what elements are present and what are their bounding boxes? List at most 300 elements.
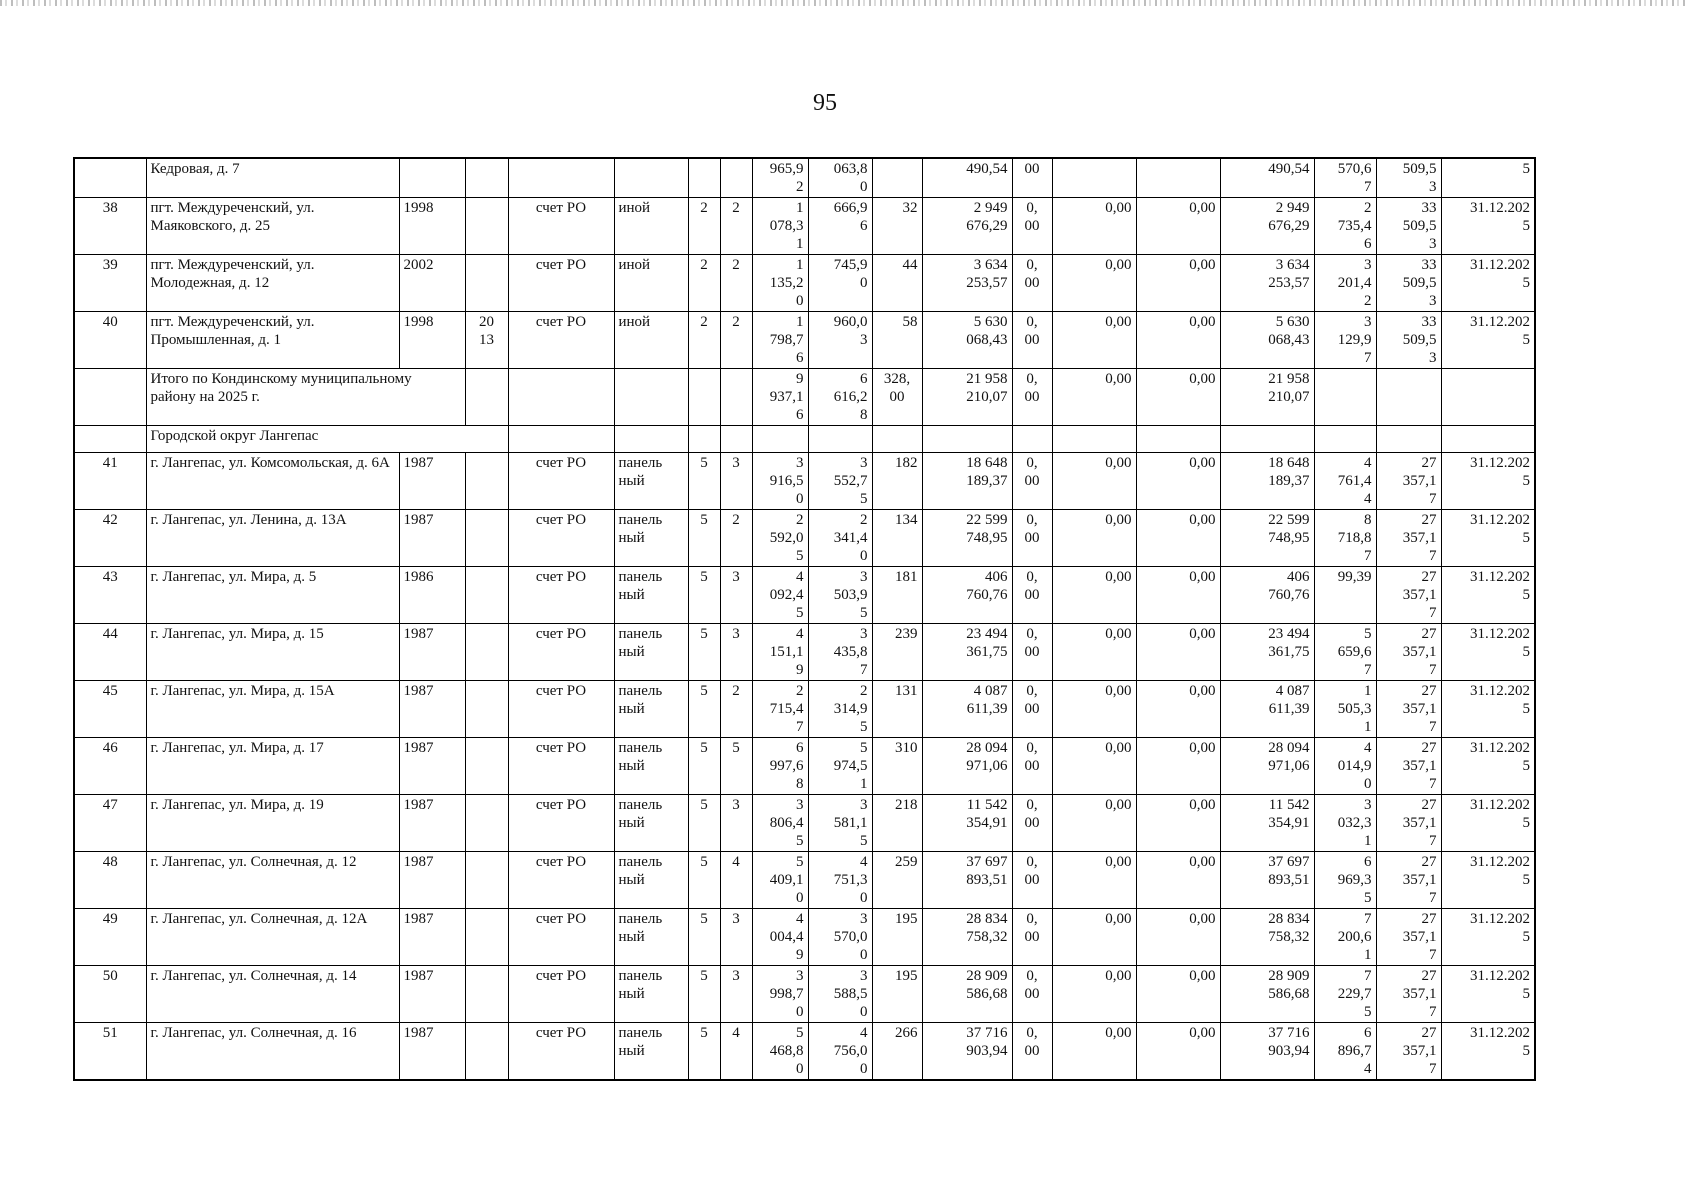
cell-fund-method: счет РО [508,681,614,738]
cell-cost-per-sqm: 4 761,4 4 [1314,453,1376,510]
table-row [74,567,1535,624]
cell-limit-per-sqm: 33 509,5 3 [1376,312,1441,369]
total-row [74,369,1535,426]
cell-floors: 2 [688,198,720,255]
cell-cost-owners: 28 834 758,32 [1220,909,1314,966]
cell-row-number: 41 [74,453,146,510]
cell-overhaul-year [465,255,508,312]
cell-deadline: 31.12.202 5 [1441,852,1535,909]
cell-cost-owners: 28 909 586,68 [1220,966,1314,1023]
cell-entrances: 3 [720,624,752,681]
cell-overhaul-year [465,795,508,852]
cell-build-year: 1987 [399,795,465,852]
cell-overhaul-year [465,852,508,909]
cell-cost-region: 0,00 [1052,312,1136,369]
cell-cost-budget: 0, 00 [1012,567,1052,624]
scan-edge [0,0,1686,6]
cell-entrances: 4 [720,852,752,909]
cell-row-number: 45 [74,681,146,738]
cell-address: пгт. Междуреченский, ул. Промышленная, д. 1 [146,312,399,369]
cell-address: г. Лангепас, ул. Мира, д. 15 [146,624,399,681]
cell-cost-region: 0,00 [1052,795,1136,852]
cell-overhaul-year [465,681,508,738]
cell-empty [614,369,688,426]
cell-deadline: 31.12.202 5 [1441,624,1535,681]
cell-empty [688,426,720,453]
cell-cost-per-sqm: 2 735,4 6 [1314,198,1376,255]
cell-entrances: 3 [720,567,752,624]
cell-total-area: 1 798,7 6 [752,312,808,369]
cell-overhaul-year [465,198,508,255]
cell-wall-material: иной [614,255,688,312]
cell-cost-per-sqm: 3 201,4 2 [1314,255,1376,312]
cell-overhaul-year [465,624,508,681]
cell-empty [720,426,752,453]
cell-entrances: 2 [720,255,752,312]
total-cost-owners: 21 958 210,07 [1220,369,1314,426]
cell-total-area: 5 409,1 0 [752,852,808,909]
cell-cost-local: 0,00 [1136,255,1220,312]
cell-wall-material: панель ный [614,453,688,510]
cell-empty [74,426,146,453]
cell-empty [1220,426,1314,453]
housing-register-table [73,157,1536,1081]
section-row [74,426,1535,453]
cell-floors: 5 [688,738,720,795]
cell-living-area: 745,9 0 [808,255,872,312]
cell-cost-region: 0,00 [1052,453,1136,510]
section-label: Городской округ Лангепас [146,426,508,453]
cell-row-number: 40 [74,312,146,369]
cell-floors: 5 [688,681,720,738]
cell-floors: 2 [688,312,720,369]
cell-limit-per-sqm: 27 357,1 7 [1376,966,1441,1023]
cell-overhaul-year [465,909,508,966]
cell-residents: 310 [872,738,922,795]
cell-total-cost: 22 599 748,95 [922,510,1012,567]
cell-living-area: 3 503,9 5 [808,567,872,624]
total-cost-local: 0,00 [1136,369,1220,426]
cell-entrances: 3 [720,966,752,1023]
cell-row-number: 39 [74,255,146,312]
cell-wall-material: панель ный [614,1023,688,1081]
cell-address: Кедровая, д. 7 [146,158,399,198]
cell-address: г. Лангепас, ул. Мира, д. 15А [146,681,399,738]
cell-cost-owners: 490,54 [1220,158,1314,198]
cell-address: г. Лангепас, ул. Мира, д. 19 [146,795,399,852]
cell-address: пгт. Междуреченский, ул. Молодежная, д. 12 [146,255,399,312]
cell-total-cost: 11 542 354,91 [922,795,1012,852]
cell-total-cost: 37 716 903,94 [922,1023,1012,1081]
total-label: Итого по Кондинскому муниципальному району на 2025 г. [146,369,465,426]
cell-overhaul-year [465,738,508,795]
cell-address: г. Лангепас, ул. Мира, д. 5 [146,567,399,624]
cell-row-number: 51 [74,1023,146,1081]
cell-address: г. Лангепас, ул. Комсомольская, д. 6А [146,453,399,510]
cell-total-cost: 3 634 253,57 [922,255,1012,312]
cell-entrances: 2 [720,312,752,369]
cell-deadline: 31.12.202 5 [1441,909,1535,966]
cell-cost-per-sqm: 8 718,8 7 [1314,510,1376,567]
cell-cost-local: 0,00 [1136,738,1220,795]
cell-residents: 182 [872,453,922,510]
cell-living-area: 4 751,3 0 [808,852,872,909]
cell-total-cost: 4 087 611,39 [922,681,1012,738]
cell-empty [752,426,808,453]
cell-empty [508,369,614,426]
cell-wall-material: панель ный [614,510,688,567]
cell-overhaul-year [465,510,508,567]
cell-empty [1136,426,1220,453]
cell-cost-local: 0,00 [1136,453,1220,510]
cell-living-area: 3 581,1 5 [808,795,872,852]
cell-wall-material: панель ный [614,966,688,1023]
cell-total-area: 965,9 2 [752,158,808,198]
cell-fund-method: счет РО [508,567,614,624]
cell-residents: 32 [872,198,922,255]
cell-empty [872,426,922,453]
cell-row-number: 42 [74,510,146,567]
cell-limit-per-sqm: 33 509,5 3 [1376,255,1441,312]
cell-fund-method: счет РО [508,255,614,312]
cell-fund-method: счет РО [508,510,614,567]
cell-wall-material: панель ный [614,909,688,966]
cell-row-number: 38 [74,198,146,255]
cell-overhaul-year [465,567,508,624]
cell-cost-local: 0,00 [1136,567,1220,624]
cell-build-year: 1986 [399,567,465,624]
total-cost-region: 0,00 [1052,369,1136,426]
cell-cost-owners: 4 087 611,39 [1220,681,1314,738]
cell-cost-per-sqm: 4 014,9 0 [1314,738,1376,795]
cell-cost-region: 0,00 [1052,1023,1136,1081]
cell-address: г. Лангепас, ул. Ленина, д. 13А [146,510,399,567]
cell-cost-local: 0,00 [1136,909,1220,966]
total-total-cost: 21 958 210,07 [922,369,1012,426]
cell-address: г. Лангепас, ул. Солнечная, д. 16 [146,1023,399,1081]
cell-address: г. Лангепас, ул. Солнечная, д. 14 [146,966,399,1023]
cell-total-cost: 490,54 [922,158,1012,198]
cell-address: г. Лангепас, ул. Солнечная, д. 12 [146,852,399,909]
cell-total-cost: 28 834 758,32 [922,909,1012,966]
total-living-area: 6 616,2 8 [808,369,872,426]
cell-empty [922,426,1012,453]
cell-fund-method: счет РО [508,738,614,795]
table-row [74,966,1535,1023]
cell-cost-local: 0,00 [1136,312,1220,369]
cell-living-area: 3 552,7 5 [808,453,872,510]
cell-limit-per-sqm: 27 357,1 7 [1376,795,1441,852]
cell-cost-per-sqm: 7 229,7 5 [1314,966,1376,1023]
table-row [74,1023,1535,1081]
cell-fund-method: счет РО [508,312,614,369]
cell-fund-method: счет РО [508,453,614,510]
cell-limit-per-sqm: 27 357,1 7 [1376,510,1441,567]
total-limit-per-sqm [1376,369,1441,426]
cell-cost-local: 0,00 [1136,1023,1220,1081]
cell-living-area: 3 588,5 0 [808,966,872,1023]
cell-deadline: 31.12.202 5 [1441,1023,1535,1081]
cell-empty [688,369,720,426]
cell-address: г. Лангепас, ул. Мира, д. 17 [146,738,399,795]
cell-total-area: 1 135,2 0 [752,255,808,312]
cell-limit-per-sqm: 27 357,1 7 [1376,738,1441,795]
cell-cost-budget: 0, 00 [1012,453,1052,510]
cell-empty [1012,426,1052,453]
cell-limit-per-sqm: 27 357,1 7 [1376,681,1441,738]
cell-row-number: 44 [74,624,146,681]
cell-cost-region: 0,00 [1052,567,1136,624]
cell-cost-region: 0,00 [1052,681,1136,738]
cell-cost-local: 0,00 [1136,510,1220,567]
cell-empty [1376,426,1441,453]
table-row [74,738,1535,795]
total-deadline [1441,369,1535,426]
cell-floors: 5 [688,567,720,624]
cell-overhaul-year [465,1023,508,1081]
cell-entrances: 5 [720,738,752,795]
cell-floors: 2 [688,255,720,312]
cell-entrances: 3 [720,795,752,852]
cell-row-number: 46 [74,738,146,795]
cell-total-area: 4 151,1 9 [752,624,808,681]
cell-residents: 259 [872,852,922,909]
cell-build-year: 1987 [399,624,465,681]
cell-cost-budget: 0, 00 [1012,255,1052,312]
cell-wall-material: панель ный [614,852,688,909]
cell-cost-per-sqm: 570,6 7 [1314,158,1376,198]
cell-total-area: 3 998,7 0 [752,966,808,1023]
table-row [74,795,1535,852]
total-cost-budget: 0, 00 [1012,369,1052,426]
cell-total-cost: 28 094 971,06 [922,738,1012,795]
cell-cost-per-sqm: 6 896,7 4 [1314,1023,1376,1081]
cell-floors [688,158,720,198]
page-number: 95 [813,90,837,116]
total-residents: 328, 00 [872,369,922,426]
cell-deadline: 31.12.202 5 [1441,453,1535,510]
cell-living-area: 5 974,5 1 [808,738,872,795]
table-row [74,909,1535,966]
cell-cost-owners: 2 949 676,29 [1220,198,1314,255]
cell-empty [1441,426,1535,453]
cell-living-area: 4 756,0 0 [808,1023,872,1081]
cell-build-year: 1987 [399,453,465,510]
cell-floors: 5 [688,510,720,567]
cell-total-area: 6 997,6 8 [752,738,808,795]
cell-living-area: 2 314,9 5 [808,681,872,738]
cell-floors: 5 [688,852,720,909]
cell-cost-local: 0,00 [1136,795,1220,852]
table-row [74,624,1535,681]
cell-cost-region: 0,00 [1052,624,1136,681]
cell-entrances: 4 [720,1023,752,1081]
cell-cost-region: 0,00 [1052,198,1136,255]
cell-empty [1052,426,1136,453]
cell-limit-per-sqm: 33 509,5 3 [1376,198,1441,255]
cell-deadline: 31.12.202 5 [1441,510,1535,567]
total-cost-per-sqm [1314,369,1376,426]
cell-cost-owners: 37 697 893,51 [1220,852,1314,909]
cell-empty [508,426,614,453]
cell-total-area: 3 806,4 5 [752,795,808,852]
cell-living-area: 960,0 3 [808,312,872,369]
cell-cost-owners: 28 094 971,06 [1220,738,1314,795]
cell-build-year: 1998 [399,198,465,255]
cell-residents: 58 [872,312,922,369]
cell-deadline: 31.12.202 5 [1441,255,1535,312]
table-row [74,453,1535,510]
cell-wall-material: панель ный [614,681,688,738]
cell-cost-budget: 0, 00 [1012,1023,1052,1081]
cell-total-area: 2 715,4 7 [752,681,808,738]
cell-fund-method: счет РО [508,795,614,852]
cell-floors: 5 [688,624,720,681]
cell-deadline: 31.12.202 5 [1441,567,1535,624]
table-row [74,158,1535,198]
cell-build-year [399,158,465,198]
cell-cost-budget: 0, 00 [1012,738,1052,795]
cell-entrances: 2 [720,198,752,255]
cell-limit-per-sqm: 27 357,1 7 [1376,624,1441,681]
cell-cost-per-sqm: 6 969,3 5 [1314,852,1376,909]
cell-cost-owners: 22 599 748,95 [1220,510,1314,567]
cell-cost-budget: 0, 00 [1012,624,1052,681]
cell-empty [465,369,508,426]
cell-cost-budget: 0, 00 [1012,966,1052,1023]
cell-cost-budget: 0, 00 [1012,312,1052,369]
cell-row-number: 43 [74,567,146,624]
table-row [74,852,1535,909]
cell-deadline: 31.12.202 5 [1441,966,1535,1023]
cell-total-cost: 28 909 586,68 [922,966,1012,1023]
cell-wall-material: панель ный [614,567,688,624]
table-row [74,312,1535,369]
cell-cost-local [1136,158,1220,198]
cell-wall-material: панель ный [614,795,688,852]
cell-fund-method: счет РО [508,852,614,909]
cell-overhaul-year: 20 13 [465,312,508,369]
cell-cost-owners: 23 494 361,75 [1220,624,1314,681]
cell-residents: 181 [872,567,922,624]
cell-build-year: 1987 [399,510,465,567]
cell-limit-per-sqm: 27 357,1 7 [1376,1023,1441,1081]
cell-address: г. Лангепас, ул. Солнечная, д. 12А [146,909,399,966]
cell-cost-region: 0,00 [1052,510,1136,567]
cell-limit-per-sqm: 509,5 3 [1376,158,1441,198]
cell-limit-per-sqm: 27 357,1 7 [1376,852,1441,909]
cell-living-area: 063,8 0 [808,158,872,198]
cell-deadline: 31.12.202 5 [1441,198,1535,255]
cell-deadline: 31.12.202 5 [1441,795,1535,852]
cell-cost-budget: 00 [1012,158,1052,198]
cell-build-year: 1987 [399,852,465,909]
cell-row-number: 47 [74,795,146,852]
cell-residents: 131 [872,681,922,738]
cell-fund-method: счет РО [508,1023,614,1081]
cell-row-number: 49 [74,909,146,966]
cell-cost-region: 0,00 [1052,966,1136,1023]
cell-residents: 239 [872,624,922,681]
cell-deadline: 5 [1441,158,1535,198]
cell-cost-owners: 3 634 253,57 [1220,255,1314,312]
cell-build-year: 1987 [399,681,465,738]
cell-wall-material [614,158,688,198]
cell-wall-material: панель ный [614,738,688,795]
cell-living-area: 3 435,8 7 [808,624,872,681]
cell-total-cost: 23 494 361,75 [922,624,1012,681]
table-row [74,198,1535,255]
cell-residents: 195 [872,966,922,1023]
cell-empty [74,369,146,426]
cell-empty [720,369,752,426]
cell-row-number: 48 [74,852,146,909]
cell-build-year: 1987 [399,738,465,795]
cell-cost-local: 0,00 [1136,624,1220,681]
table-row [74,255,1535,312]
cell-build-year: 1987 [399,966,465,1023]
cell-cost-budget: 0, 00 [1012,198,1052,255]
cell-limit-per-sqm: 27 357,1 7 [1376,909,1441,966]
cell-row-number: 50 [74,966,146,1023]
cell-total-area: 3 916,5 0 [752,453,808,510]
cell-entrances: 2 [720,510,752,567]
cell-cost-local: 0,00 [1136,681,1220,738]
cell-fund-method [508,158,614,198]
cell-total-area: 2 592,0 5 [752,510,808,567]
cell-limit-per-sqm: 27 357,1 7 [1376,453,1441,510]
cell-living-area: 2 341,4 0 [808,510,872,567]
cell-residents: 218 [872,795,922,852]
cell-total-cost: 2 949 676,29 [922,198,1012,255]
cell-deadline: 31.12.202 5 [1441,312,1535,369]
table-row [74,681,1535,738]
cell-residents [872,158,922,198]
cell-cost-per-sqm: 5 659,6 7 [1314,624,1376,681]
cell-cost-per-sqm: 3 032,3 1 [1314,795,1376,852]
cell-overhaul-year [465,158,508,198]
cell-residents: 44 [872,255,922,312]
cell-total-area: 1 078,3 1 [752,198,808,255]
cell-living-area: 3 570,0 0 [808,909,872,966]
cell-overhaul-year [465,453,508,510]
cell-floors: 5 [688,909,720,966]
cell-row-number [74,158,146,198]
cell-fund-method: счет РО [508,909,614,966]
cell-build-year: 2002 [399,255,465,312]
cell-entrances [720,158,752,198]
cell-living-area: 666,9 6 [808,198,872,255]
cell-residents: 266 [872,1023,922,1081]
cell-total-cost: 406 760,76 [922,567,1012,624]
cell-floors: 5 [688,966,720,1023]
cell-total-cost: 18 648 189,37 [922,453,1012,510]
cell-cost-region: 0,00 [1052,255,1136,312]
cell-cost-budget: 0, 00 [1012,909,1052,966]
cell-entrances: 3 [720,909,752,966]
cell-total-cost: 37 697 893,51 [922,852,1012,909]
cell-cost-budget: 0, 00 [1012,681,1052,738]
cell-residents: 134 [872,510,922,567]
cell-cost-budget: 0, 00 [1012,852,1052,909]
cell-limit-per-sqm: 27 357,1 7 [1376,567,1441,624]
cell-entrances: 3 [720,453,752,510]
cell-cost-owners: 18 648 189,37 [1220,453,1314,510]
cell-cost-budget: 0, 00 [1012,510,1052,567]
cell-cost-per-sqm: 3 129,9 7 [1314,312,1376,369]
cell-cost-per-sqm: 1 505,3 1 [1314,681,1376,738]
cell-build-year: 1998 [399,312,465,369]
